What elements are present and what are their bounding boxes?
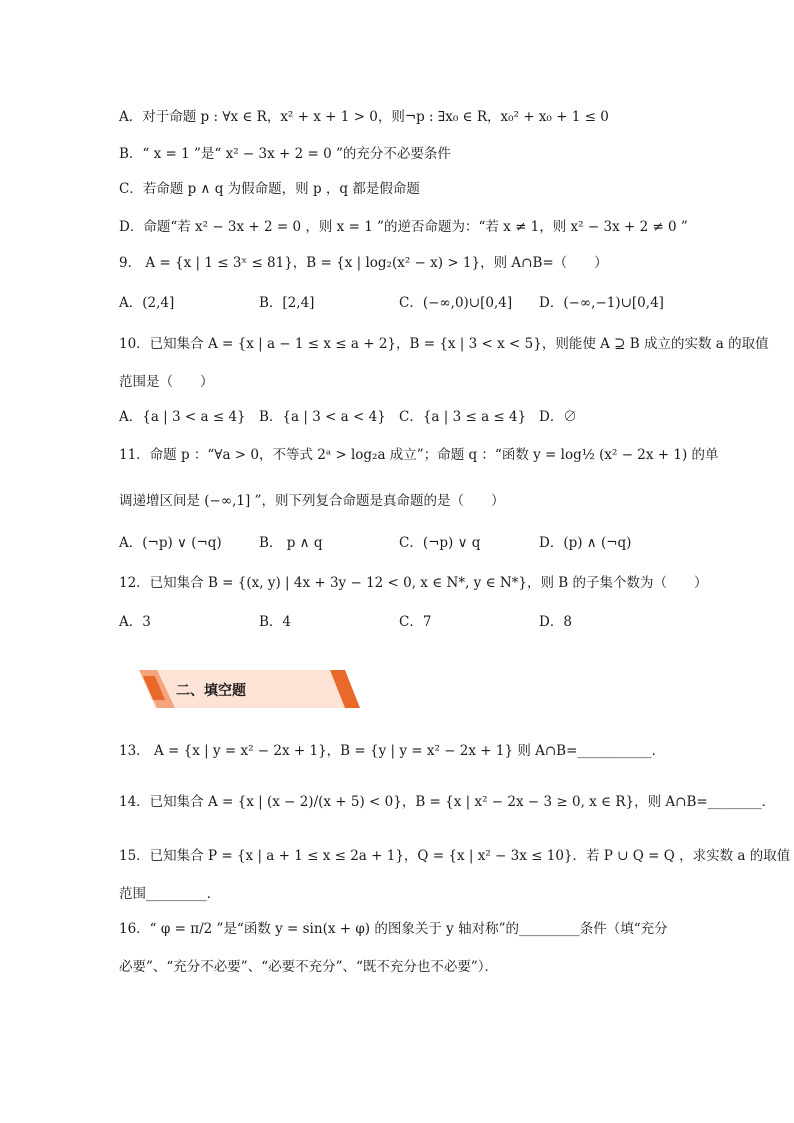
q8-option-d: D．命题“若 x² − 3x + 2 = 0 ，则 x = 1 ”的逆否命题为：“若 x ≠ 1，则 x² − 3x + 2 ≠ 0 ” — [119, 219, 688, 235]
q9-stem: 9． A = {x | 1 ≤ 3ˣ ≤ 81}，B = {x | log₂(x² − x) > 1}，则 A∩B=（ ） — [119, 255, 608, 271]
q14-stem: 14．已知集合 A = {x | (x − 2)/(x + 5) < 0}，B = {x | x² − 2x − 3 ≥ 0, x ∈ R}，则 A∩B=________． — [119, 794, 776, 810]
q12-stem: 12．已知集合 B = {(x, y) | 4x + 3y − 12 < 0, x ∈ N*, y ∈ N*}，则 B 的子集个数为（ ） — [119, 575, 708, 591]
q12-option-b: B．4 — [259, 614, 292, 630]
q9-option-d: D．(−∞,−1)∪[0,4] — [539, 295, 664, 311]
q15-stem-line1: 15．已知集合 P = {x | a + 1 ≤ x ≤ 2a + 1}，Q = {x | x² − 3x ≤ 10}．若 P ∪ Q = Q ，求实数 a 的取值 — [119, 848, 791, 864]
q10-option-a: A．{a | 3 < a ≤ 4} — [119, 409, 246, 425]
section-banner — [135, 670, 360, 708]
q13-stem: 13． A = {x | y = x² − 2x + 1}，B = {y | y = x² − 2x + 1} 则 A∩B=___________． — [119, 743, 666, 759]
q8-option-a: A．对于命题 p : ∀x ∈ R，x² + x + 1 > 0，则¬p : ∃x₀ ∈ R，x₀² + x₀ + 1 ≤ 0 — [119, 109, 609, 125]
q10-option-b: B．{a | 3 < a < 4} — [259, 409, 386, 425]
q11-option-b: B． p ∧ q — [259, 535, 323, 551]
q11-stem-line2: 调递增区间是 (−∞,1] ”，则下列复合命题是真命题的是（ ） — [119, 493, 505, 509]
q10-stem-line2: 范围是（ ） — [119, 374, 214, 390]
q16-stem-line1: 16．“ φ = π/2 ”是“函数 y = sin(x + φ) 的图象关于 y 轴对称”的_________条件（填“充分 — [119, 921, 668, 937]
q11-option-a: A．(¬p) ∨ (¬q) — [119, 535, 222, 551]
q10-option-c: C．{a | 3 ≤ a ≤ 4} — [399, 409, 527, 425]
q9-option-a: A．(2,4] — [119, 295, 175, 311]
q15-stem-line2: 范围_________． — [119, 886, 221, 902]
section-title: 二、填空题 — [176, 683, 246, 699]
q8-option-b: B．“ x = 1 ”是“ x² − 3x + 2 = 0 ”的充分不必要条件 — [119, 146, 451, 162]
q8-option-c: C．若命题 p ∧ q 为假命题，则 p ，q 都是假命题 — [119, 181, 420, 197]
q10-stem-line1: 10．已知集合 A = {x | a − 1 ≤ x ≤ a + 2}，B = {x | 3 < x < 5}，则能使 A ⊇ B 成立的实数 a 的取值 — [119, 336, 769, 352]
q12-option-a: A．3 — [119, 614, 151, 630]
q11-stem-line1: 11．命题 p ：“∀a > 0，不等式 2ᵃ > log₂a 成立”；命题 q ：“函数 y = log½ (x² − 2x + 1) 的单 — [119, 447, 719, 463]
q12-option-d: D．8 — [539, 614, 572, 630]
q9-option-c: C．(−∞,0)∪[0,4] — [399, 295, 513, 311]
q10-option-d: D．∅ — [539, 409, 577, 425]
q9-option-b: B．[2,4] — [259, 295, 315, 311]
q11-option-d: D．(p) ∧ (¬q) — [539, 535, 632, 551]
q11-option-c: C．(¬p) ∨ q — [399, 535, 481, 551]
q12-option-c: C．7 — [399, 614, 432, 630]
q16-stem-line2: 必要”、“充分不必要”、“必要不充分”、“既不充分也不必要”）． — [119, 959, 499, 975]
